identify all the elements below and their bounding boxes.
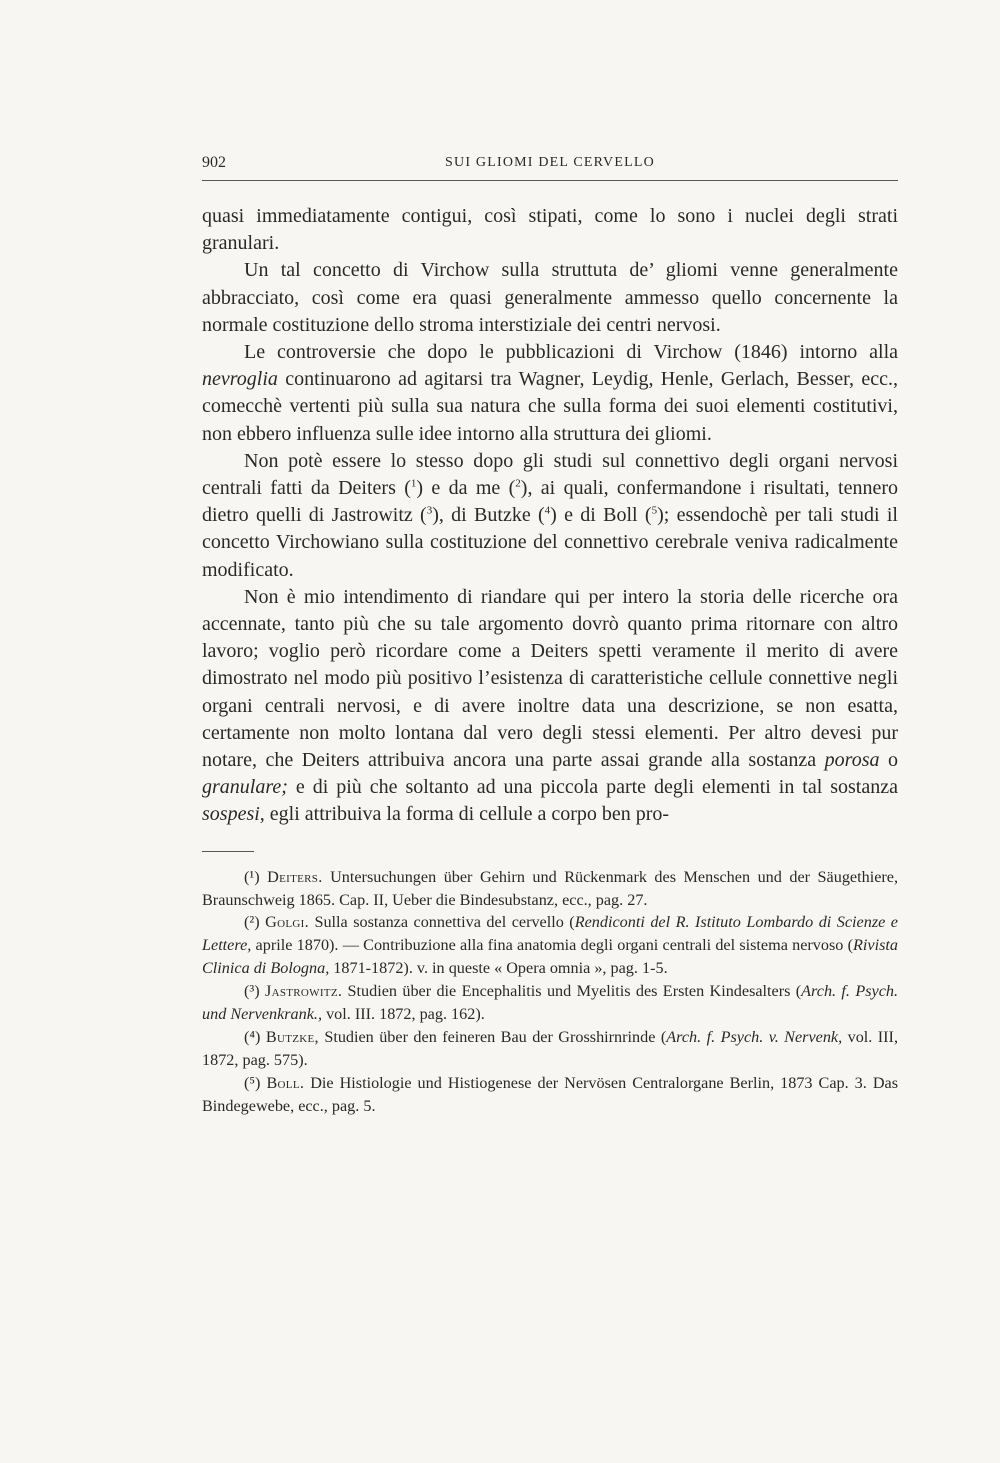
paragraph-4-text-b: ) e da me ( [416, 477, 516, 500]
term-granulare: granulare; [202, 776, 288, 799]
footnote-4 [202, 1026, 898, 1072]
term-nevroglia: nevroglia [202, 368, 278, 391]
running-title: SUI GLIOMI DEL CERVELLO [445, 155, 655, 170]
footnote-3-journal: Arch. f. Psych. und Nervenkrank., [202, 982, 899, 1024]
paragraph-1-text: quasi immediatamente contigui, così stipati, come lo sono i nuclei degli strati granulari. [202, 205, 898, 255]
paragraph-5-text-a: Non è mio intendimento di riandare qui per intero la storia delle ricerche ora accennate, tanto più che su tale argomento dovrò quanto prima ritornare con altro lavoro; voglio però ricordare come a Deiters spetti veramente il merito di avere dimostrato nel modo più positivo l’esistenza di caratteristiche cellule connettive negli organi centrali nervosi, e di avere inoltre data una descrizione, se non esatta, certamente non molto lontana dal vero degli stessi elementi. Per altro devesi pur notare, che Deiters attribuiva ancora una parte assai grande alla sostanza [202, 585, 898, 772]
footnote-5-text: Die Histiologie und Histiogenese der Nervösen Centralorgane Berlin, 1873 Cap. 3. Das Bindegewebe, ecc., pag. 5. [202, 1073, 898, 1115]
paragraph-2-text: Un tal concetto di Virchow sulla struttuta de’ gliomi venne generalmente abbracciato, così come era quasi generalmente ammesso quello concernente la normale costituzione dello stroma interstiziale dei centri nervosi. [202, 259, 898, 336]
term-porosa: porosa [824, 749, 880, 772]
footnote-1 [202, 866, 898, 912]
paragraph-3-text-a: Le controversie che dopo le pubblicazioni di Virchow (1846) intorno alla [244, 341, 898, 364]
paragraph-3 [202, 339, 898, 448]
footnote-ref-2: 2 [515, 477, 521, 490]
paragraph-4-text-e: ) e di Boll ( [550, 504, 652, 527]
paragraph-4-text-a: Non potè essere lo stesso dopo gli studi sul connettivo degli organi nervosi centrali fatti da Deiters ( [202, 449, 898, 500]
paragraph-5 [202, 584, 898, 829]
footnote-4-text-b: vol. III, 1872, pag. 575). [202, 1028, 898, 1069]
footnote-3-text-b: vol. III. 1872, pag. 162). [322, 1005, 485, 1024]
paragraph-2 [202, 257, 898, 339]
footnote-3-mark: (³) [244, 982, 260, 1001]
term-sospesi: sospesi, [202, 803, 265, 826]
paragraph-4-text-c: ), ai quali, confermandone i risultati, tennero dietro quelli di Jastrowitz ( [202, 477, 898, 527]
paragraph-5-text-d: egli attribuiva la forma di cellule a corpo ben pro- [264, 803, 670, 826]
paragraph-5-text-c: e di più che soltanto ad una piccola parte degli elementi in tal sostanza [287, 776, 898, 799]
body-text [202, 203, 898, 829]
footnote-4-author: Butzke, [265, 1028, 319, 1047]
footnote-4-text-a: Studien über den feineren Bau der Grosshirnrinde ( [318, 1028, 667, 1047]
footnote-5 [202, 1072, 898, 1118]
footnote-3-author: Jastrowitz. [265, 982, 343, 1001]
book-page [202, 150, 898, 1118]
footnote-rule [202, 851, 254, 852]
footnotes [202, 866, 898, 1118]
footnote-3-text-a: Studien über die Encephalitis und Myelitis des Ersten Kindesalters ( [342, 982, 802, 1001]
header-rule [202, 180, 898, 181]
footnote-2-journal-2: Rivista Clinica di Bologna, [202, 936, 898, 978]
running-head [202, 150, 898, 176]
paragraph-1 [202, 203, 898, 257]
footnote-ref-5: 5 [651, 504, 658, 517]
footnote-5-mark: (⁵) [244, 1073, 261, 1092]
footnote-2-journal-1: Rendiconti del R. Istituto Lombardo di Scienze e Lettere, [202, 913, 898, 955]
footnote-2-text-b: aprile 1870). — Contribuzione alla fina anatomia degli organi centrali del sistema nervoso ( [251, 936, 854, 955]
footnote-4-mark: (⁴) [244, 1028, 261, 1047]
footnote-1-mark: (¹) [244, 867, 260, 886]
paragraph-4-text-d: ), di Butzke ( [432, 504, 545, 527]
paragraph-4 [202, 448, 898, 584]
paragraph-4-text-f: ); essendochè per tali studi il concetto Virchowiano sulla costituzione del connettivo cerebrale veniva radicalmente modificato. [202, 504, 898, 581]
footnote-2-author: Golgi. [265, 913, 309, 932]
footnote-ref-4: 4 [544, 504, 551, 517]
paragraph-5-text-b: o [879, 749, 898, 772]
footnote-5-author: Boll. [266, 1073, 305, 1092]
paragraph-3-text-b: continuarono ad agitarsi tra Wagner, Leydig, Henle, Gerlach, Besser, ecc., comecchè vertenti più sulla sua natura che sulla forma dei suoi elementi costitutivi, non ebbero influenza sulle idee intorno alla struttura dei gliomi. [202, 368, 898, 445]
footnote-2 [202, 911, 898, 980]
footnote-2-mark: (²) [244, 913, 260, 932]
footnote-2-text-c: 1871-1872). v. in queste « Opera omnia », pag. 1-5. [329, 959, 668, 978]
footnote-3 [202, 980, 898, 1026]
footnote-2-text-a: Sulla sostanza connettiva del cervello ( [308, 913, 575, 932]
footnote-4-journal: Arch. f. Psych. v. Nervenk, [666, 1028, 843, 1047]
footnote-ref-1: 1 [410, 477, 417, 490]
page-number: 902 [202, 154, 226, 171]
footnote-1-text: Untersuchungen über Gehirn und Rückenmark des Menschen und der Säugethiere, Braunschweig 1865. Cap. II, Ueber die Bindesubstanz, ecc., pag. 27. [202, 867, 898, 909]
footnote-ref-3: 3 [426, 504, 433, 517]
footnote-1-author: Deiters. [267, 867, 323, 886]
